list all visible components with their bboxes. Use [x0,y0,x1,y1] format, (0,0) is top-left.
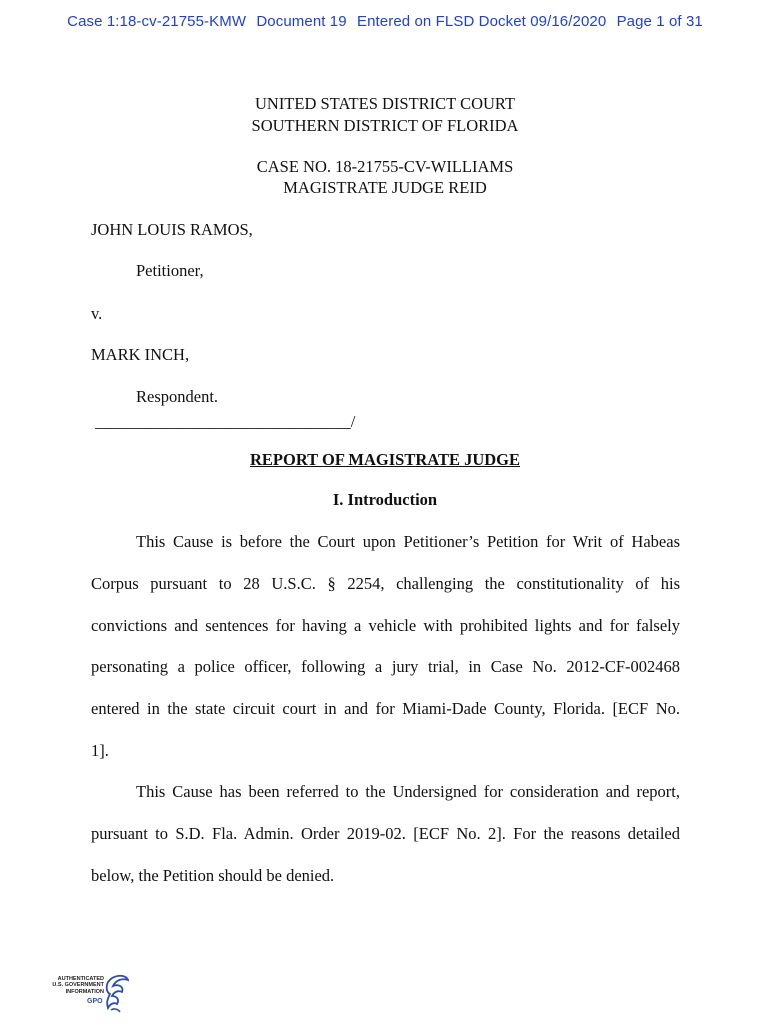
paragraph1-line: 1]. [91,741,109,760]
respondent-role: Respondent. [136,387,219,406]
header-case-number: Case 1:18-cv-21755-KMW [67,13,247,30]
paragraph1-line: personating a police officer, following a jury trial, in Case No. 2012-CF-002468 [91,657,680,676]
petitioner-role: Petitioner, [136,261,204,280]
respondent-name: MARK INCH, [91,345,190,364]
docket-header [0,13,770,30]
logo-text-line: INFORMATION [65,988,104,995]
logo-gpo-mark: GPO [87,998,103,1005]
paragraph1-line: This Cause is before the Court upon Petitioner’s Petition for Writ of Habeas [136,532,680,551]
logo-text-line: AUTHENTICATED [57,976,104,982]
header-page-count: Page 1 of 31 [616,13,703,30]
header-entered-date: Entered on FLSD Docket 09/16/2020 [356,13,607,30]
section-heading: I. Introduction [332,490,438,509]
gpo-eagle-icon [102,972,130,1016]
paragraph1-line: entered in the state circuit court in and for Miami-Dade County, Florida. [ECF No. [91,699,680,718]
versus: v. [91,304,103,323]
paragraph1-line: convictions and sentences for having a vehicle with prohibited lights and for falsely [91,616,680,635]
logo-text-line: U.S. GOVERNMENT [52,982,104,989]
paragraph1-line: Corpus pursuant to 28 U.S.C. § 2254, challenging the constitutionality of his [91,574,680,593]
header-document-number: Document 19 [256,13,347,30]
paragraph2-line: This Cause has been referred to the Undersigned for consideration and report, [136,782,680,801]
report-title: REPORT OF MAGISTRATE JUDGE [249,450,521,469]
logo-text [44,976,104,995]
case-number: CASE NO. 18-21755-CV-WILLIAMS [256,157,514,176]
court-district: SOUTHERN DISTRICT OF FLORIDA [251,116,519,135]
gpo-authentication-logo [44,972,130,1016]
petitioner-name: JOHN LOUIS RAMOS, [91,220,253,239]
paragraph2-line: pursuant to S.D. Fla. Admin. Order 2019-02. [ECF No. 2]. For the reasons detailed [91,824,680,843]
court-name: UNITED STATES DISTRICT COURT [254,94,515,113]
caption-signature-line: _______________________________/ [95,412,356,431]
magistrate-judge: MAGISTRATE JUDGE REID [283,178,487,197]
paragraph2-line: below, the Petition should be denied. [91,866,335,885]
